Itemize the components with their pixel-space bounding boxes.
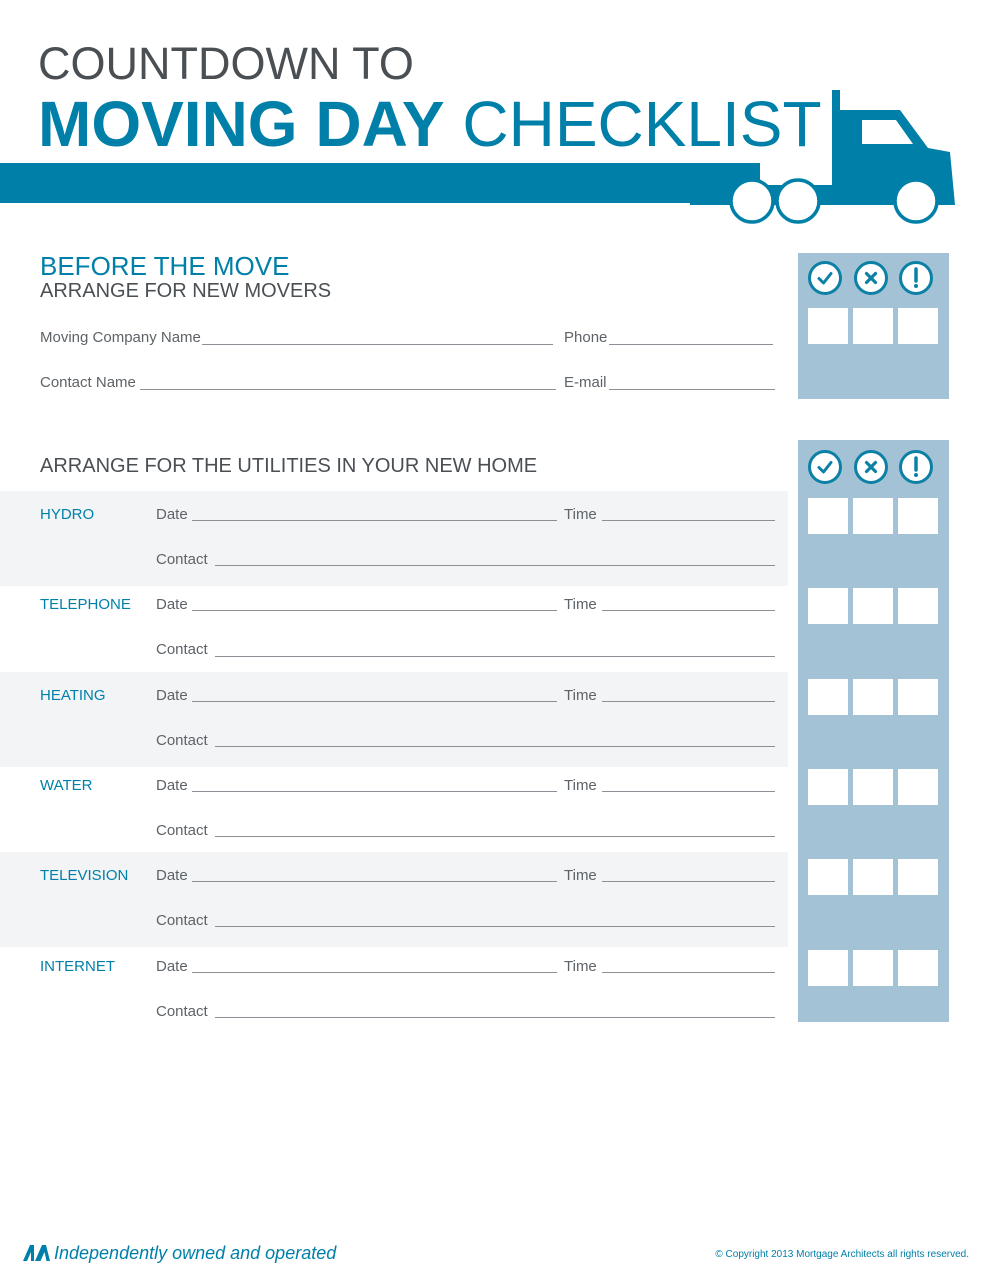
utility-name: WATER (40, 777, 93, 794)
label-date: Date (156, 958, 188, 975)
x-icon (854, 261, 888, 295)
checkbox-done[interactable] (808, 588, 848, 624)
label-phone: Phone (564, 329, 608, 346)
input-time[interactable] (602, 881, 775, 882)
title-line-1: COUNTDOWN TO (38, 38, 414, 89)
check-icon (808, 261, 842, 295)
exclamation-icon (899, 261, 933, 295)
checkbox-not-done[interactable] (853, 859, 893, 895)
checkbox-done[interactable] (808, 859, 848, 895)
label-date: Date (156, 506, 188, 523)
label-contact: Contact (156, 822, 208, 839)
check-icon (808, 450, 842, 484)
band-hydro (0, 491, 788, 586)
section-subheading-movers: ARRANGE FOR NEW MOVERS (40, 280, 332, 302)
label-date: Date (156, 777, 188, 794)
checkbox-not-done[interactable] (853, 498, 893, 534)
label-date: Date (156, 867, 188, 884)
utility-name: TELEVISION (40, 867, 129, 884)
utility-name: TELEPHONE (40, 596, 131, 613)
input-contact[interactable] (215, 926, 775, 927)
label-time: Time (564, 506, 597, 523)
x-icon (854, 450, 888, 484)
input-time[interactable] (602, 972, 775, 973)
checkbox-done[interactable] (808, 498, 848, 534)
banner-bar (0, 163, 760, 203)
band-heating (0, 672, 788, 767)
label-contact: Contact (156, 1003, 208, 1020)
checkbox-done[interactable] (808, 950, 848, 986)
checkbox-attention[interactable] (898, 679, 938, 715)
input-contact[interactable] (215, 836, 775, 837)
utility-name: INTERNET (40, 958, 115, 975)
utility-name: HYDRO (40, 506, 95, 523)
label-date: Date (156, 596, 188, 613)
footer-copyright: © Copyright 2013 Mortgage Architects all rights reserved. (715, 1249, 969, 1260)
input-time[interactable] (602, 520, 775, 521)
company-logo-icon (22, 1243, 52, 1263)
input-date[interactable] (192, 791, 557, 792)
input-date[interactable] (192, 520, 557, 521)
section-heading-before-move: BEFORE THE MOVE (40, 251, 290, 281)
utility-name: HEATING (40, 687, 106, 704)
label-contact: Contact (156, 732, 208, 749)
label-time: Time (564, 687, 597, 704)
label-time: Time (564, 596, 597, 613)
title-light: CHECKLIST (462, 88, 822, 160)
section-heading-utilities: ARRANGE FOR THE UTILITIES IN YOUR NEW HOME (40, 455, 538, 477)
label-contact: Contact (156, 641, 208, 658)
label-time: Time (564, 867, 597, 884)
input-date[interactable] (192, 701, 557, 702)
input-contact[interactable] (215, 565, 775, 566)
label-date: Date (156, 687, 188, 704)
checkbox-done[interactable] (808, 679, 848, 715)
input-company-name[interactable] (202, 344, 553, 345)
checkbox-attention[interactable] (898, 308, 938, 344)
checkbox-done[interactable] (808, 769, 848, 805)
checkbox-attention[interactable] (898, 498, 938, 534)
input-date[interactable] (192, 610, 557, 611)
label-contact-name: Contact Name (40, 374, 136, 391)
input-date[interactable] (192, 881, 557, 882)
status-panel-movers (798, 253, 949, 399)
input-contact[interactable] (215, 656, 775, 657)
input-phone[interactable] (609, 344, 773, 345)
input-email[interactable] (609, 389, 775, 390)
checkbox-attention[interactable] (898, 769, 938, 805)
checkbox-not-done[interactable] (853, 588, 893, 624)
input-contact[interactable] (215, 746, 775, 747)
label-time: Time (564, 958, 597, 975)
checkbox-not-done[interactable] (853, 308, 893, 344)
input-date[interactable] (192, 972, 557, 973)
label-contact: Contact (156, 551, 208, 568)
checkbox-not-done[interactable] (853, 950, 893, 986)
status-panel-utilities (798, 440, 949, 1022)
input-contact[interactable] (215, 1017, 775, 1018)
checkbox-not-done[interactable] (853, 769, 893, 805)
checkbox-attention[interactable] (898, 950, 938, 986)
label-company-name: Moving Company Name (40, 329, 201, 346)
label-email: E-mail (564, 374, 607, 391)
checkbox-attention[interactable] (898, 588, 938, 624)
checkbox-not-done[interactable] (853, 679, 893, 715)
label-time: Time (564, 777, 597, 794)
truck-banner (0, 88, 989, 228)
input-time[interactable] (602, 610, 775, 611)
input-time[interactable] (602, 791, 775, 792)
label-contact: Contact (156, 912, 208, 929)
footer-tagline: Independently owned and operated (54, 1243, 337, 1263)
title-bold: MOVING DAY (38, 88, 445, 160)
input-contact-name[interactable] (140, 389, 556, 390)
checkbox-attention[interactable] (898, 859, 938, 895)
input-time[interactable] (602, 701, 775, 702)
exclamation-icon (899, 450, 933, 484)
checkbox-done[interactable] (808, 308, 848, 344)
